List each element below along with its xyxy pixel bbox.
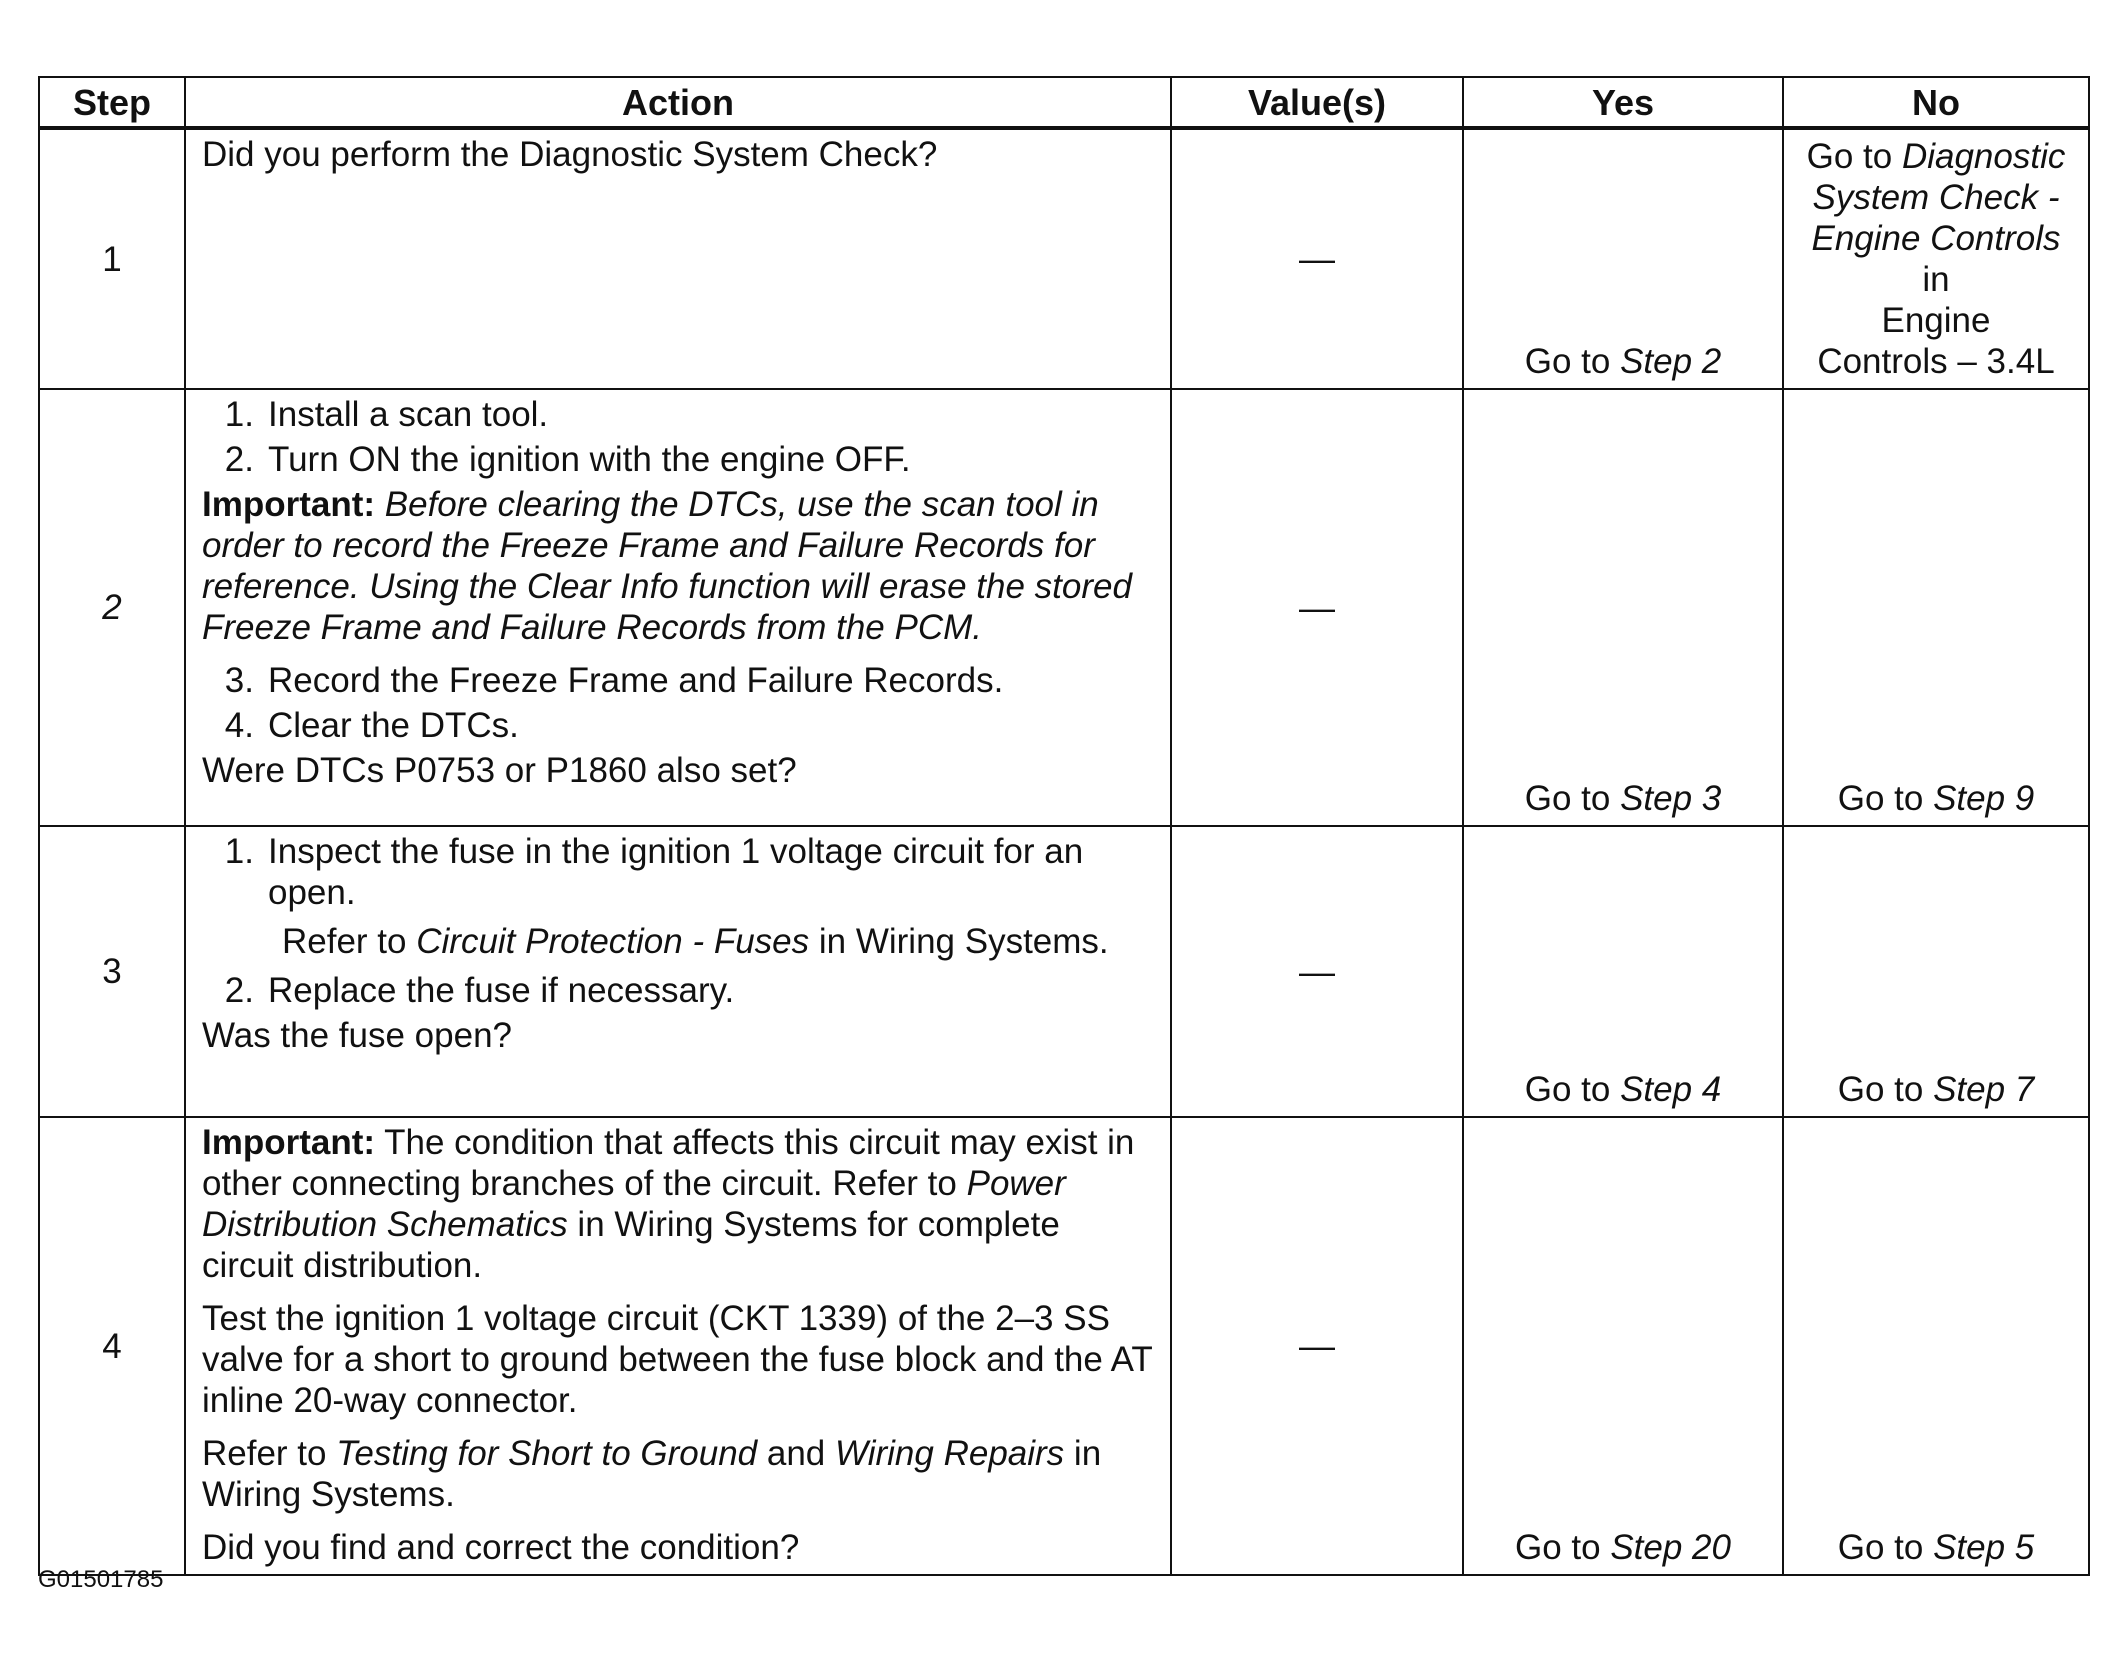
- action-question: Did you find and correct the condition?: [202, 1528, 800, 1567]
- yes-cell: [1463, 389, 1783, 826]
- value-cell: [1171, 389, 1463, 826]
- list-text: Install a scan tool.: [268, 395, 549, 434]
- list-number: 2.: [224, 971, 254, 1010]
- action-question: Was the fuse open?: [202, 1016, 513, 1055]
- no-link-system-check[interactable]: System Check -: [1812, 178, 2060, 217]
- no-link-diagnostic[interactable]: Diagnostic: [1901, 137, 2066, 176]
- step-number: 1: [39, 128, 185, 389]
- refer-prefix: Refer to: [282, 922, 417, 961]
- yes-step-link[interactable]: Step 3: [1620, 779, 1722, 818]
- header-action: Action: [185, 77, 1171, 128]
- test-instruction: Test the ignition 1 voltage circuit (CKT 1339) of the 2–3 SS valve for a short to ground between the fuse block and the AT inline 20-way connector.: [202, 1299, 1153, 1420]
- no-cell: [1783, 1117, 2089, 1575]
- refer-link-wiring-repairs[interactable]: Wiring Repairs: [834, 1434, 1065, 1473]
- list-text: Inspect the fuse in the ignition 1 voltage circuit for an open.: [268, 832, 1084, 912]
- list-item: [202, 970, 1154, 1011]
- value-dash: —: [1299, 238, 1335, 279]
- important-label: Important:: [202, 1123, 376, 1162]
- header-row: [39, 77, 2089, 128]
- figure-id: G01501785: [38, 1566, 164, 1593]
- value-cell: [1171, 128, 1463, 389]
- value-dash: —: [1299, 586, 1335, 628]
- diagnostic-table: [38, 76, 2090, 1576]
- important-text: Before clearing the DTCs, use the scan tool in order to record the Freeze Frame and Failure Records for reference. Using the Clear Info function will erase the stored Freeze Frame and Failure Records from the PCM.: [202, 485, 1132, 647]
- yes-prefix: Go to: [1524, 779, 1621, 818]
- list-item: [202, 439, 1154, 480]
- step-number: 3: [39, 826, 185, 1117]
- yes-cell: [1463, 826, 1783, 1117]
- value-dash: —: [1299, 1325, 1335, 1366]
- list-item: [202, 394, 1154, 435]
- action-cell: [185, 389, 1171, 826]
- refer-link-short-ground[interactable]: Testing for Short to Ground: [336, 1434, 758, 1473]
- no-in: in: [1922, 260, 1950, 299]
- no-cell: [1783, 128, 2089, 389]
- header-yes: Yes: [1463, 77, 1783, 128]
- no-prefix: Go to: [1806, 137, 1902, 176]
- no-link-engine-controls[interactable]: Engine Controls: [1811, 219, 2061, 258]
- value-cell: [1171, 1117, 1463, 1575]
- step-number: 2: [39, 389, 185, 826]
- list-text: Turn ON the ignition with the engine OFF.: [268, 440, 911, 479]
- yes-step-link[interactable]: Step 4: [1620, 1070, 1722, 1109]
- no-step-link[interactable]: Step 9: [1933, 779, 2035, 818]
- important-link[interactable]: Power Distribution Schematics: [202, 1164, 1066, 1244]
- refer-note: [202, 1433, 1154, 1515]
- header-no: No: [1783, 77, 2089, 128]
- no-cell: [1783, 389, 2089, 826]
- yes-prefix: Go to: [1524, 1070, 1621, 1109]
- table-row: [39, 826, 2089, 1117]
- no-prefix: Go to: [1837, 1070, 1934, 1109]
- important-note: [202, 1122, 1154, 1286]
- list-item: [202, 831, 1154, 913]
- refer-prefix: Refer to: [202, 1434, 337, 1473]
- no-tail-engine: Engine: [1881, 301, 1991, 340]
- refer-suffix: in Wiring Systems.: [202, 1434, 1102, 1514]
- yes-step-link[interactable]: Step 2: [1620, 342, 1722, 381]
- list-text: Record the Freeze Frame and Failure Records.: [268, 661, 1004, 700]
- list-number: 1.: [224, 832, 254, 871]
- list-number: 4.: [224, 706, 254, 745]
- no-tail-controls: Controls – 3.4L: [1817, 342, 2055, 381]
- important-text-a: The condition that affects this circuit may exist in other connecting branches of the circuit. Refer to: [202, 1123, 1135, 1203]
- header-step: Step: [39, 77, 185, 128]
- important-label: Important:: [202, 485, 376, 524]
- no-prefix: Go to: [1837, 779, 1934, 818]
- action-cell: [185, 1117, 1171, 1575]
- action-question: Did you perform the Diagnostic System Check?: [202, 135, 938, 174]
- no-cell: [1783, 826, 2089, 1117]
- no-prefix: Go to: [1837, 1528, 1934, 1567]
- list-text: Clear the DTCs.: [268, 706, 519, 745]
- action-cell: [185, 128, 1171, 389]
- table-row: [39, 389, 2089, 826]
- refer-link[interactable]: Circuit Protection - Fuses: [416, 922, 810, 961]
- list-item: [202, 705, 1154, 746]
- yes-cell: [1463, 1117, 1783, 1575]
- important-text-b: in Wiring Systems for complete circuit distribution.: [202, 1205, 1060, 1285]
- list-item: [202, 660, 1154, 701]
- refer-note: [282, 921, 1154, 962]
- list-number: 3.: [224, 661, 254, 700]
- step-number: 4: [39, 1117, 185, 1575]
- no-step-link[interactable]: Step 7: [1933, 1070, 2035, 1109]
- refer-suffix: in Wiring Systems.: [809, 922, 1109, 961]
- list-number: 2.: [224, 440, 254, 479]
- value-cell: [1171, 826, 1463, 1117]
- yes-prefix: Go to: [1524, 342, 1621, 381]
- yes-prefix: Go to: [1515, 1528, 1611, 1567]
- action-cell: [185, 826, 1171, 1117]
- table-row: [39, 128, 2089, 389]
- important-note: [202, 484, 1154, 648]
- list-text: Replace the fuse if necessary.: [268, 971, 735, 1010]
- yes-cell: [1463, 128, 1783, 389]
- refer-and: and: [757, 1434, 835, 1473]
- list-number: 1.: [224, 395, 254, 434]
- table-row: [39, 1117, 2089, 1575]
- no-step-link[interactable]: Step 5: [1933, 1528, 2035, 1567]
- yes-step-link[interactable]: Step 20: [1610, 1528, 1731, 1567]
- value-dash: —: [1299, 950, 1335, 992]
- header-values: Value(s): [1171, 77, 1463, 128]
- action-question: Were DTCs P0753 or P1860 also set?: [202, 751, 797, 790]
